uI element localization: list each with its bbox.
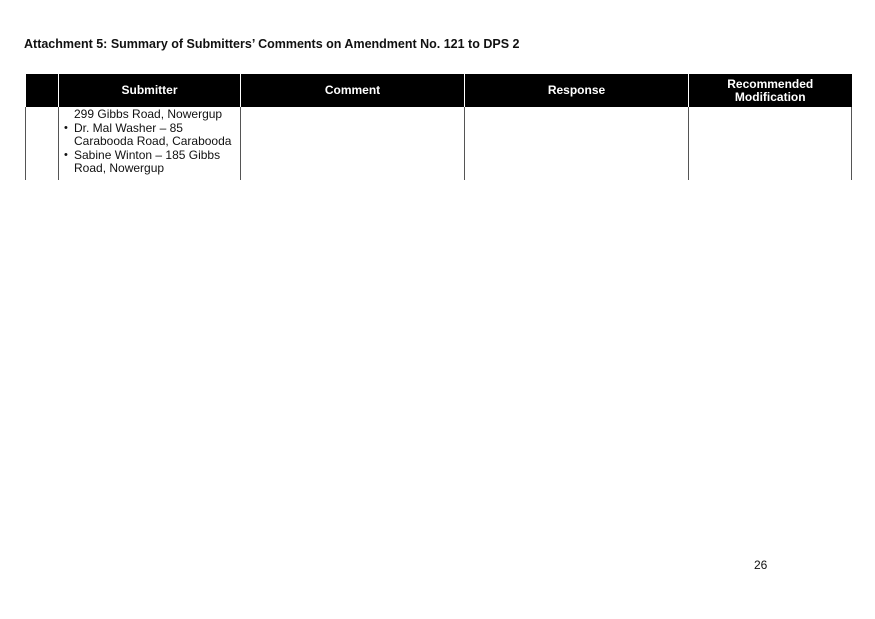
submitter-cell (59, 107, 241, 180)
submitters-comments-table (25, 74, 852, 180)
row-number-cell (26, 107, 59, 180)
header-row (26, 74, 852, 107)
list-item (64, 149, 236, 176)
document-title: Attachment 5: Summary of Submitters’ Comments on Amendment No. 121 to DPS 2 (24, 37, 520, 51)
header-recommended-modification: Recommended Modification (689, 74, 852, 107)
submitter-continued-line: 299 Gibbs Road, Nowergup (74, 107, 223, 121)
submitter-name: Sabine Winton – 185 Gibbs Road, Nowergup (74, 147, 221, 175)
submitter-name: Dr. Mal Washer – 85 Carabooda Road, Carabooda (74, 120, 232, 148)
response-cell (465, 107, 689, 180)
table-header (26, 74, 852, 107)
list-item (64, 122, 236, 149)
header-response: Response (465, 74, 689, 107)
recommended-modification-cell (689, 107, 852, 180)
header-number (26, 74, 59, 107)
bullet-icon: • (64, 148, 68, 161)
submitter-list (64, 122, 236, 176)
comment-cell (241, 107, 465, 180)
bullet-icon: • (64, 121, 68, 134)
page-number: 26 (754, 558, 768, 572)
header-submitter: Submitter (59, 74, 241, 107)
header-comment: Comment (241, 74, 465, 107)
table-row (26, 107, 852, 180)
